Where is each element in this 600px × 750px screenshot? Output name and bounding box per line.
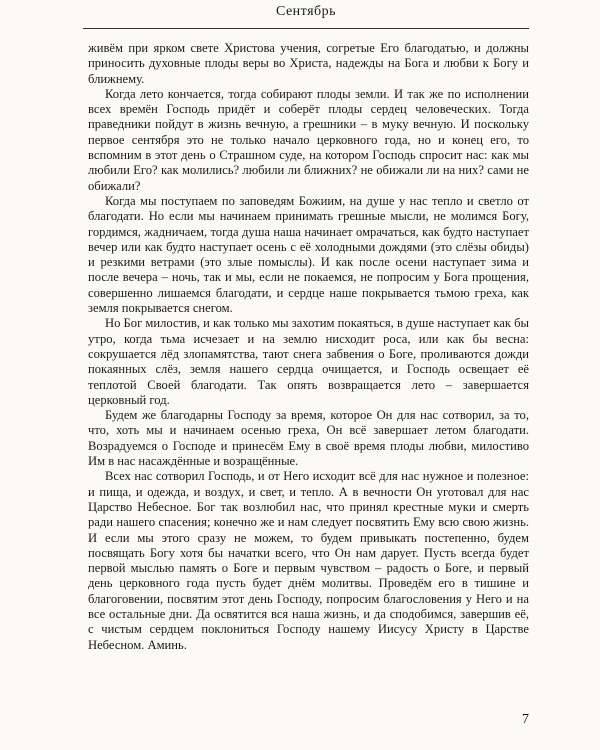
page-number: 7: [522, 712, 529, 727]
header-rule: [83, 28, 529, 29]
running-head-title: Сентябрь: [275, 4, 337, 19]
paragraph: Когда мы поступаем по заповедям Божиим, на душе у нас тепло и светло от благодати. Но если мы начинаем принимать грешные мысли, не молимся Богу, гордимся, жадничаем, тогда душа наша начинает омрачаться, как будто наступает вечер или как будто наступает осень с её холодными дождями (это слёзы обиды) и резкими ветрами (это злые помыслы). И как после осени наступает зима и после вечера – ночь, так и мы, если не покаемся, не попросим у Бога прощения, совершенно лишаемся благодати, и сердце наше покрывается тьмою греха, как земля покрывается снегом.: [88, 193, 529, 316]
paragraph: Но Бог милостив, и как только мы захотим покаяться, в душе наступает как бы утро, когда тьма исчезает и на землю нисходит роса, или как бы весна: сокрушается лёд злопамятства, тают снега забвения о Боге, проливаются дожди покаянных слёз, земля нашего сердца очищается, и Господь освещает её теплотой Своей благодати. Так опять возвращается лето – завершается церковный год.: [88, 316, 529, 407]
paragraph: живём при ярком свете Христова учения, согретые Его благодатью, и должны приносить духовные плоды веры во Христа, надежды на Бога и любви к Богу и ближнему.: [88, 41, 529, 86]
body-text: [88, 41, 529, 653]
paragraph: Всех нас сотворил Господь, и от Него исходит всё для нас нужное и полезное: и пища, и одежда, и воздух, и свет, и тепло. А в вечности Он уготовал для нас Царство Небесное. Бог так возлюбил нас, что принял крестные муки и смерть ради нашего спасения; конечно же и нам следует посвятить Ему всю свою жизнь. И если мы этого сразу не можем, то будем привыкать постепенно, будем посвящать Богу хотя бы начатки всего, что Он нам дарует. Пусть всегда будет первой мыслью память о Боге и первым чувством – радость о Боге, и первый день церковного года пусть будет днём молитвы. Проведём его в тишине и благоговении, посвятим этот день Господу, попросим благословения у Него и на все остальные дни. Да освятится вся наша жизнь, и да сподобимся, завершив её, с чистым сердцем поклониться Господу нашему Иисусу Христу в Царстве Небесном. Аминь.: [88, 469, 529, 652]
paragraph: Будем же благодарны Господу за время, которое Он для нас сотворил, за то, что, хоть мы и начинаем осенью греха, Он всё завершает летом благодати. Возрадуемся о Господе и принесём Ему в своё время плоды любви, милостиво Им в нас насаждённые и возращённые.: [88, 408, 529, 469]
paragraph: Когда лето кончается, тогда собирают плоды земли. И так же по исполнении всех времён Господь придёт и соберёт плоды сердец человеческих. Тогда праведники пойдут в жизнь вечную, а грешники – в муку вечную. И поскольку первое сентября это не только начало церковного года, но и конец его, то вспомним в этот день о Страшном суде, на котором Господь спросит нас: как мы любили Его? как молились? любили ли ближних? не обижали ли на них? сами не обижали?: [88, 86, 529, 193]
